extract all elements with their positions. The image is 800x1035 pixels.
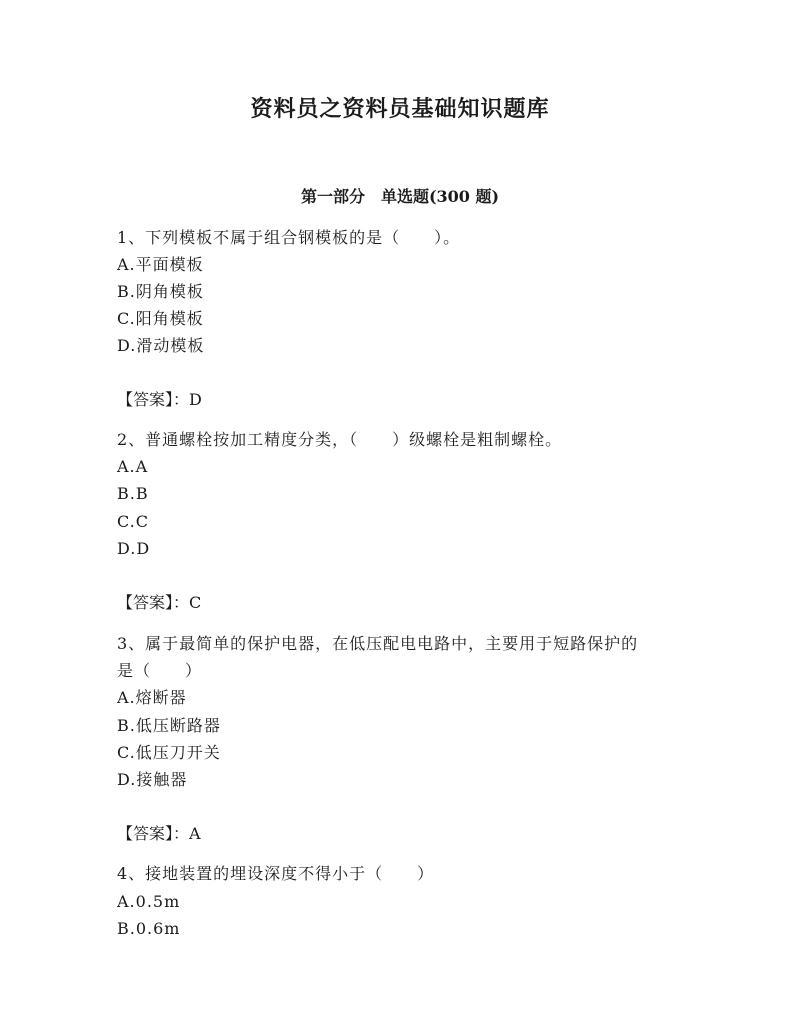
question-2-stem: 2、普通螺栓按加工精度分类，（ ）级螺栓是粗制螺栓。 [117,430,563,449]
question-1-option-b: B.阴角模板 [117,282,204,301]
question-1-option-c: C.阳角模板 [117,309,204,328]
question-1-stem: 1、下列模板不属于组合钢模板的是（ ）。 [117,228,461,247]
question-3-option-b: B.低压断路器 [117,716,221,735]
question-1-option-d: D.滑动模板 [117,336,205,355]
question-1-answer: 【答案】：D [117,390,202,409]
question-2-option-d: D.D [117,539,151,558]
question-4-option-a: A.0.5m [117,892,181,911]
question-3-answer: 【答案】：A [117,824,201,843]
question-2-option-b: B.B [117,484,149,503]
question-3-option-a: A.熔断器 [117,688,187,707]
section-heading: 第一部分 单选题(300 题) [300,187,500,206]
page-title: 资料员之资料员基础知识题库 [250,96,550,122]
question-2-option-c: C.C [117,512,149,531]
question-4-stem: 4、接地装置的埋设深度不得小于（ ） [117,864,435,883]
question-1-option-a: A.平面模板 [117,255,204,274]
question-3-option-c: C.低压刀开关 [117,743,221,762]
question-2-answer: 【答案】：C [117,593,202,612]
question-3-option-d: D.接触器 [117,770,188,789]
question-4-option-b: B.0.6m [117,919,181,938]
question-3-stem: 3、属于最简单的保护电器，在低压配电电路中，主要用于短路保护的 [117,634,639,653]
question-3-stem-continued: 是（ ） [117,661,203,680]
question-2-option-a: A.A [117,457,149,476]
